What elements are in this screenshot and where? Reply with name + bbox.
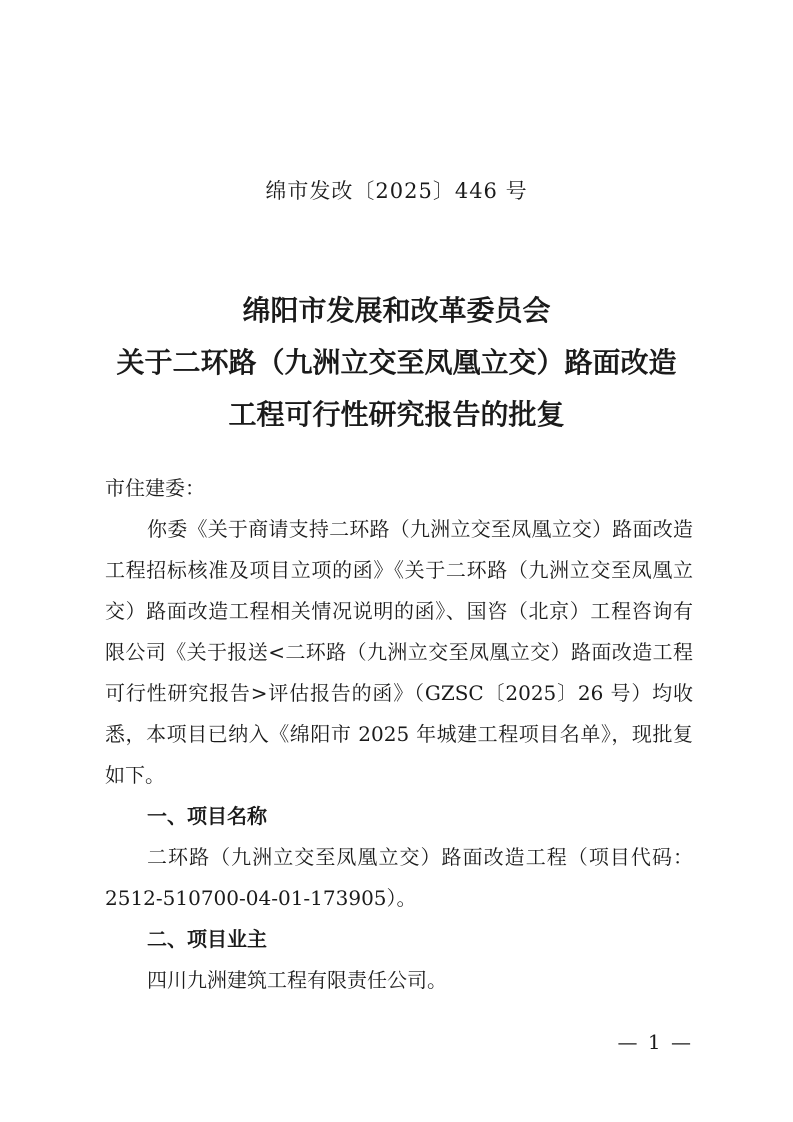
section-2-content: 四川九洲建筑工程有限责任公司。 (147, 968, 447, 992)
title-line-3: 工程可行性研究报告的批复 (228, 398, 565, 431)
recipient: 市住建委： (105, 476, 205, 500)
section-2-heading: 二、项目业主 (147, 927, 267, 951)
document-number: 绵市发改〔2025〕446 号 (265, 179, 528, 203)
intro-paragraph: 你委《关于商请支持二环路（九洲立交至凤凰立交）路面改造工程招标核准及项目立项的函》《关于二环路（九洲立交至凤凰立交）路面改造工程相关情况说明的函》、国咨（北京）工程咨询有限公司《关于报送<二环路（九洲立交至凤凰立交）路面改造工程可行性研究报告>评估报告的函》（GZSC〔2025〕26 号）均收悉，本项目已纳入《绵阳市 2025 年城建工程项目名单》，现批复如下。 (105, 517, 693, 787)
section-1-heading: 一、项目名称 (147, 804, 267, 828)
document-body (105, 468, 693, 1001)
title-line-1: 绵阳市发展和改革委员会 (242, 294, 551, 327)
title-line-2: 关于二环路（九洲立交至凤凰立交）路面改造 (116, 346, 677, 379)
page-number: — 1 — (617, 1030, 693, 1054)
document-title (80, 285, 713, 441)
section-1-content: 二环路（九洲立交至凤凰立交）路面改造工程（项目代码：2512-510700-04-01-173905）。 (105, 845, 693, 910)
